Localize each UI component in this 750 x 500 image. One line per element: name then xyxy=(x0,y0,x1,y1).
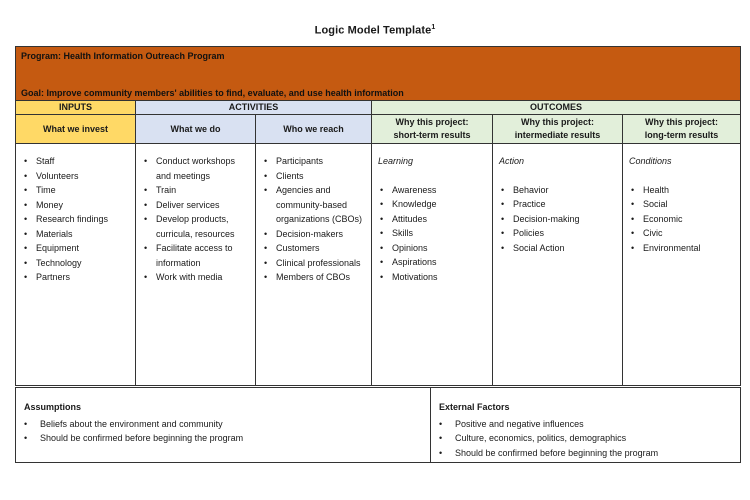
factors-table xyxy=(15,387,741,463)
category-label: Conditions xyxy=(629,156,672,166)
page-title xyxy=(0,24,750,37)
list-item: • Facilitate access to information xyxy=(142,241,251,270)
external-factors-heading: External Factors xyxy=(439,402,510,412)
logic-model-table xyxy=(15,46,741,386)
list-item: • Train xyxy=(142,183,251,198)
list-item: • Research findings xyxy=(22,212,131,227)
list-item: • Should be confirmed before beginning the program xyxy=(24,431,422,446)
assumptions-box xyxy=(16,388,431,463)
list-item: • Staff xyxy=(22,154,131,169)
list-item: • Economic xyxy=(629,212,736,227)
intermediate-column xyxy=(493,144,623,386)
list-item: • Develop products, curricula, resources xyxy=(142,212,251,241)
program-goal-banner xyxy=(16,47,741,101)
list-item: • Culture, economics, politics, demographics xyxy=(439,431,732,446)
list-item: • Civic xyxy=(629,226,736,241)
list-item: • Beliefs about the environment and community xyxy=(24,417,422,432)
list-item: • Time xyxy=(22,183,131,198)
inputs-column xyxy=(16,144,136,386)
list-item: • Skills xyxy=(378,226,488,241)
list-item: • Decision-making xyxy=(499,212,618,227)
list-item: • Participants xyxy=(262,154,367,169)
intermediate-subheader-line2: intermediate results xyxy=(514,130,601,140)
short-term-subheader-line2: short-term results xyxy=(393,130,471,140)
long-term-column xyxy=(623,144,741,386)
list-item: • Awareness xyxy=(378,183,488,198)
list-item: • Deliver services xyxy=(142,198,251,213)
list-item: • Work with media xyxy=(142,270,251,285)
title-footnote-mark: 1 xyxy=(431,24,436,31)
list-item: • Social xyxy=(629,197,736,212)
list-item: • Materials xyxy=(22,227,131,242)
activities-reach-column xyxy=(256,144,372,386)
title-text: Logic Model Template xyxy=(314,24,432,37)
external-factors-box xyxy=(431,388,741,463)
list-item: • Clients xyxy=(262,169,367,184)
list-item: • Knowledge xyxy=(378,197,488,212)
goal-statement: Goal: Improve community members' abilities to find, evaluate, and use health information xyxy=(21,88,404,98)
list-item: • Clinical professionals xyxy=(262,256,367,271)
outcomes-header: OUTCOMES xyxy=(372,101,741,115)
list-item: • Conduct workshops and meetings xyxy=(142,154,251,183)
list-item: • Environmental xyxy=(629,241,736,256)
list-item: • Should be confirmed before beginning the program xyxy=(439,446,732,461)
short-term-column xyxy=(372,144,493,386)
do-subheader: What we do xyxy=(136,115,256,144)
list-item: • Partners xyxy=(22,270,131,285)
list-item: • Money xyxy=(22,198,131,213)
category-label: Action xyxy=(499,156,525,166)
program-name: Program: Health Information Outreach Program xyxy=(21,51,225,61)
list-item: • Positive and negative influences xyxy=(439,417,732,432)
activities-do-column xyxy=(136,144,256,386)
list-item: • Motivations xyxy=(378,270,488,285)
inputs-header: INPUTS xyxy=(16,101,136,115)
list-item: • Technology xyxy=(22,256,131,271)
intermediate-subheader-line1: Why this project: xyxy=(520,117,594,127)
long-term-subheader-line2: long-term results xyxy=(644,130,719,140)
assumptions-heading: Assumptions xyxy=(24,402,82,412)
short-term-subheader-line1: Why this project: xyxy=(395,117,469,127)
list-item: • Agencies and community-based organizations (CBOs) xyxy=(262,183,367,227)
category-label: Learning xyxy=(378,156,414,166)
list-item: • Policies xyxy=(499,226,618,241)
short-term-subheader xyxy=(372,115,493,144)
list-item: • Behavior xyxy=(499,183,618,198)
list-item: • Health xyxy=(629,183,736,198)
list-item: • Attitudes xyxy=(378,212,488,227)
intermediate-subheader xyxy=(493,115,623,144)
list-item: • Equipment xyxy=(22,241,131,256)
long-term-subheader-line1: Why this project: xyxy=(645,117,719,127)
list-item: • Social Action xyxy=(499,241,618,256)
list-item: • Volunteers xyxy=(22,169,131,184)
activities-header: ACTIVITIES xyxy=(136,101,372,115)
list-item: • Decision-makers xyxy=(262,227,367,242)
list-item: • Opinions xyxy=(378,241,488,256)
long-term-subheader xyxy=(623,115,741,144)
list-item: • Practice xyxy=(499,197,618,212)
invest-subheader: What we invest xyxy=(16,115,136,144)
list-item: • Customers xyxy=(262,241,367,256)
reach-subheader: Who we reach xyxy=(256,115,372,144)
list-item: • Members of CBOs xyxy=(262,270,367,285)
list-item: • Aspirations xyxy=(378,255,488,270)
